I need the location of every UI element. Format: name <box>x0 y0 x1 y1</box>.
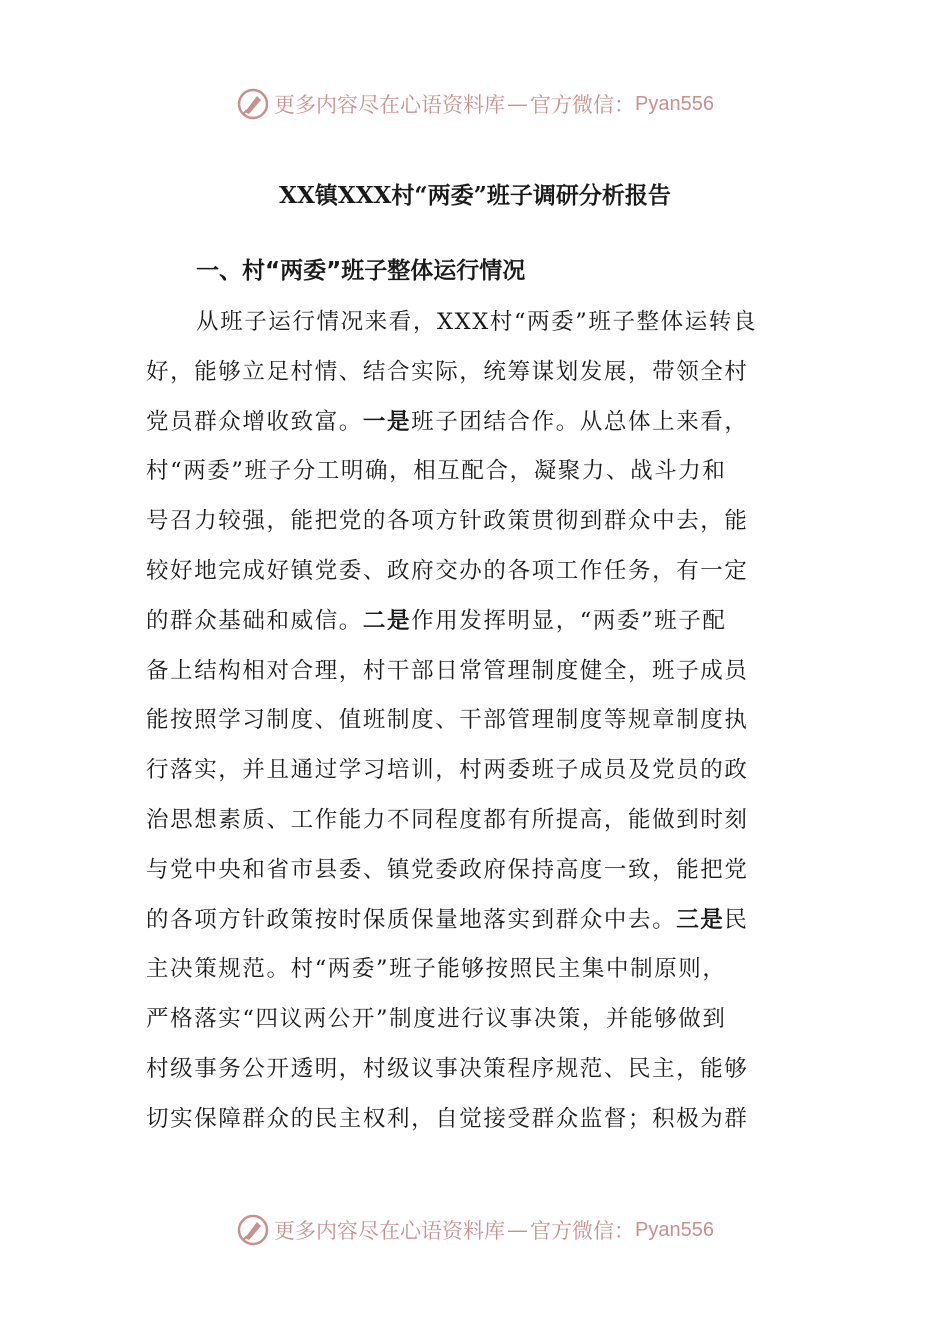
watermark-banner-top <box>0 84 950 124</box>
paragraph-line: 党员群众增收致富。一是班子团结合作。从总体上来看， <box>146 408 749 435</box>
paragraph-line: 村“两委”班子分工明确，相互配合，凝聚力、战斗力和 <box>146 458 727 485</box>
paragraph-line: 能按照学习制度、值班制度、干部管理制度等规章制度执 <box>146 707 749 734</box>
document-title: XX镇XXX村“两委”班子调研分析报告 <box>279 182 671 209</box>
body-paragraph <box>146 298 806 1145</box>
pen-nib-circle-icon <box>236 87 270 121</box>
paragraph-line: 的各项方针政策按时保质保量地落实到群众中去。三是民 <box>146 906 749 933</box>
watermark-site-text: 更多内容尽在心语资料库 <box>274 93 506 117</box>
watermark-dash: — <box>507 1218 529 1242</box>
paragraph-line: 严格落实“四议两公开”制度进行议事决策，并能够做到 <box>146 1006 727 1033</box>
watermark-wechat-label: 官方微信： <box>530 93 636 117</box>
paragraph-line: 备上结构相对合理，村干部日常管理制度健全，班子成员 <box>146 657 749 684</box>
pen-nib-circle-icon <box>236 1213 270 1247</box>
paragraph-line: 较好地完成好镇党委、政府交办的各项工作任务，有一定 <box>146 557 749 584</box>
paragraph-line: 主决策规范。村“两委”班子能够按照民主集中制原则， <box>146 956 727 983</box>
watermark-wechat-id: Pyan556 <box>635 1218 714 1241</box>
paragraph-line: 切实保障群众的民主权利，自觉接受群众监督；积极为群 <box>146 1105 749 1132</box>
paragraph-line: 好，能够立足村情、结合实际，统筹谋划发展，带领全村 <box>146 358 749 385</box>
point-label: 二是 <box>362 607 412 634</box>
point-label: 三是 <box>676 906 725 933</box>
paragraph-line: 号召力较强，能把党的各项方针政策贯彻到群众中去，能 <box>146 508 749 535</box>
paragraph-line: 与党中央和省市县委、镇党委政府保持高度一致，能把党 <box>146 856 749 883</box>
paragraph-line: 治思想素质、工作能力不同程度都有所提高，能做到时刻 <box>146 806 749 833</box>
watermark-dash: — <box>507 92 529 116</box>
point-label: 一是 <box>362 408 412 435</box>
watermark-banner-bottom <box>0 1210 950 1250</box>
watermark-wechat-label: 官方微信： <box>530 1219 636 1243</box>
watermark-wechat-id: Pyan556 <box>635 92 714 115</box>
paragraph-line: 村级事务公开透明，村级议事决策程序规范、民主，能够 <box>146 1055 749 1082</box>
section-heading: 一、村“两委”班子整体运行情况 <box>196 258 526 284</box>
paragraph-line: 的群众基础和威信。二是作用发挥明显，“两委”班子配 <box>146 607 727 634</box>
paragraph-line: 行落实，并且通过学习培训，村两委班子成员及党员的政 <box>146 757 749 784</box>
watermark-site-text: 更多内容尽在心语资料库 <box>274 1219 506 1243</box>
paragraph-line: 从班子运行情况来看，XXX村“两委”班子整体运转良 <box>196 309 758 335</box>
